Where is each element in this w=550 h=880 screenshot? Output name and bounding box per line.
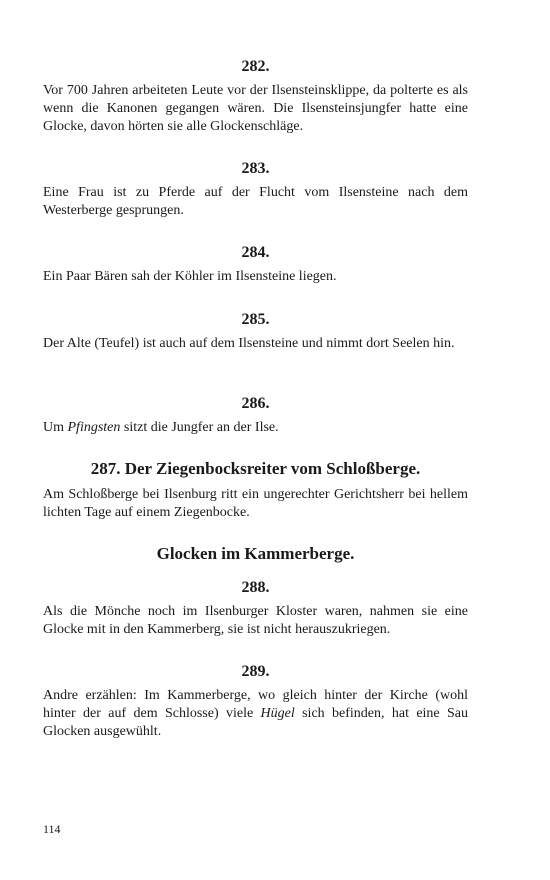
entry-text-284: Ein Paar Bären sah der Köhler im Ilsensteine liegen. [43,269,337,284]
entry-number-288: 288. [241,579,270,596]
entry-text-285: Der Alte (Teufel) ist auch auf dem Ilsensteine und nimmt dort Seelen hin. [43,336,455,351]
entry-text-289 [43,687,468,741]
entry-text-289-end: sich befinden, hat eine Sau Glocken ausgewühlt. [43,706,468,739]
entry-text-288: Als die Mönche noch im Ilsenburger Kloster waren, nahmen sie eine Glocke mit in den Kammerberg, sie ist nicht herauszukriegen. [43,604,468,637]
entry-text-283: Eine Frau ist zu Pferde auf der Flucht vom Ilsensteine nach dem Westerberge gesprungen. [43,185,468,218]
entry-number-284: 284. [241,244,270,261]
entry-number-282: 282. [241,58,270,75]
entry-number-285: 285. [241,311,270,328]
book-page [43,0,468,880]
entry-text-289-start: Andre erzählen: Im Kammerberge, wo gleich hinter der Kirche (wohl hinter der auf dem Schlosse) viele [43,688,468,721]
page-number: 114 [43,822,61,836]
entry-text-282: Vor 700 Jahren arbeiteten Leute vor der Ilsensteinsklippe, da polterte es als wenn die Kanonen gegangen wären. Die Ilsensteinsjungfer hatte eine Glocke, davon hörten sie alle Glockenschläge. [43,83,468,134]
section-title: Glocken im Kammerberge. [156,544,355,563]
entry-number-283: 283. [241,160,270,177]
entry-title-287: 287. Der Ziegenbocksreiter vom Schloßberge. [90,459,421,478]
entry-number-289: 289. [241,663,270,680]
entry-text-286 [43,419,468,437]
entry-number-286: 286. [241,395,270,412]
entry-text-286-start: Um [43,420,68,435]
entry-text-287: Am Schloßberge bei Ilsenburg ritt ein ungerechter Gerichtsherr bei hellem lichten Tage auf einem Ziegenbocke. [43,487,468,520]
entry-text-286-italic: Pfingsten [67,420,121,435]
entry-text-289-italic: Hügel [260,706,295,721]
entry-text-286-end: sitzt die Jungfer an der Ilse. [120,420,279,435]
